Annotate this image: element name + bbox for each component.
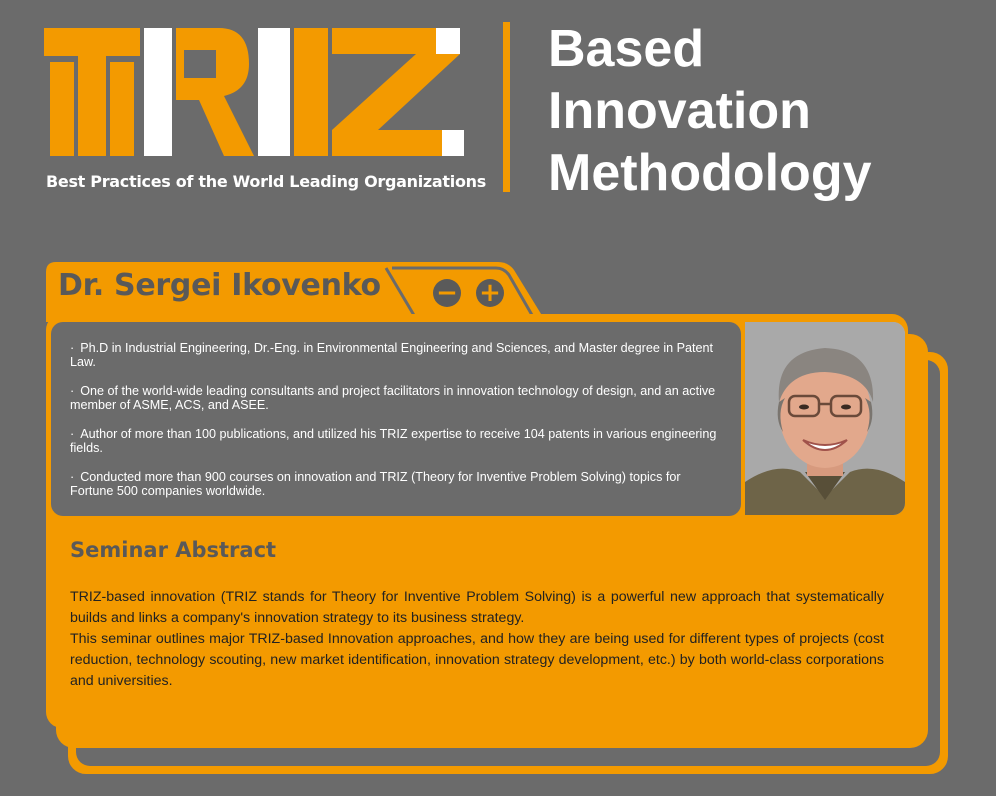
headline-line-2: Innovation (548, 82, 811, 140)
logo-tagline: Best Practices of the World Leading Organizations (46, 172, 486, 191)
abstract-paragraph: TRIZ-based innovation (TRIZ stands for Theory for Inventive Problem Solving) is a powerful new approach that systematically builds and links a company's innovation strategy to its business strategy. (70, 589, 884, 626)
abstract-body (70, 587, 884, 692)
speaker-photo (745, 322, 905, 515)
bio-item: · Conducted more than 900 courses on innovation and TRIZ (Theory for Inventive Problem Solving) topics for Fortune 500 companies worldwide. (70, 470, 681, 498)
headline-line-3: Methodology (548, 144, 872, 202)
bio-item: · Ph.D in Industrial Engineering, Dr.-Eng. in Environmental Engineering and Sciences, and Master degree in Patent Law. (70, 341, 714, 369)
header-divider (503, 22, 510, 192)
minus-circle-icon: − (436, 278, 458, 308)
triz-logo (44, 24, 466, 160)
headline-line-1: Based (548, 20, 705, 78)
abstract-title: Seminar Abstract (70, 538, 277, 562)
headline (548, 18, 872, 204)
bio-list (70, 341, 724, 513)
expand-button[interactable] (476, 279, 504, 307)
plus-circle-icon: + (479, 278, 501, 308)
abstract-paragraph: This seminar outlines major TRIZ-based Innovation approaches, and how they are being used for different types of projects (cost reduction, technology scouting, new market identification, innovation strategy development, etc.) by both world-class corporations and universities. (70, 631, 884, 689)
bio-item: · One of the world-wide leading consultants and project facilitators in innovation technology of design, and an active member of ASME, ACS, and ASEE. (70, 384, 716, 412)
collapse-button[interactable] (433, 279, 461, 307)
bio-item: · Author of more than 100 publications, and utilized his TRIZ expertise to receive 104 patents in various engineering fields. (70, 427, 717, 455)
speaker-name: Dr. Sergei Ikovenko (58, 268, 381, 303)
